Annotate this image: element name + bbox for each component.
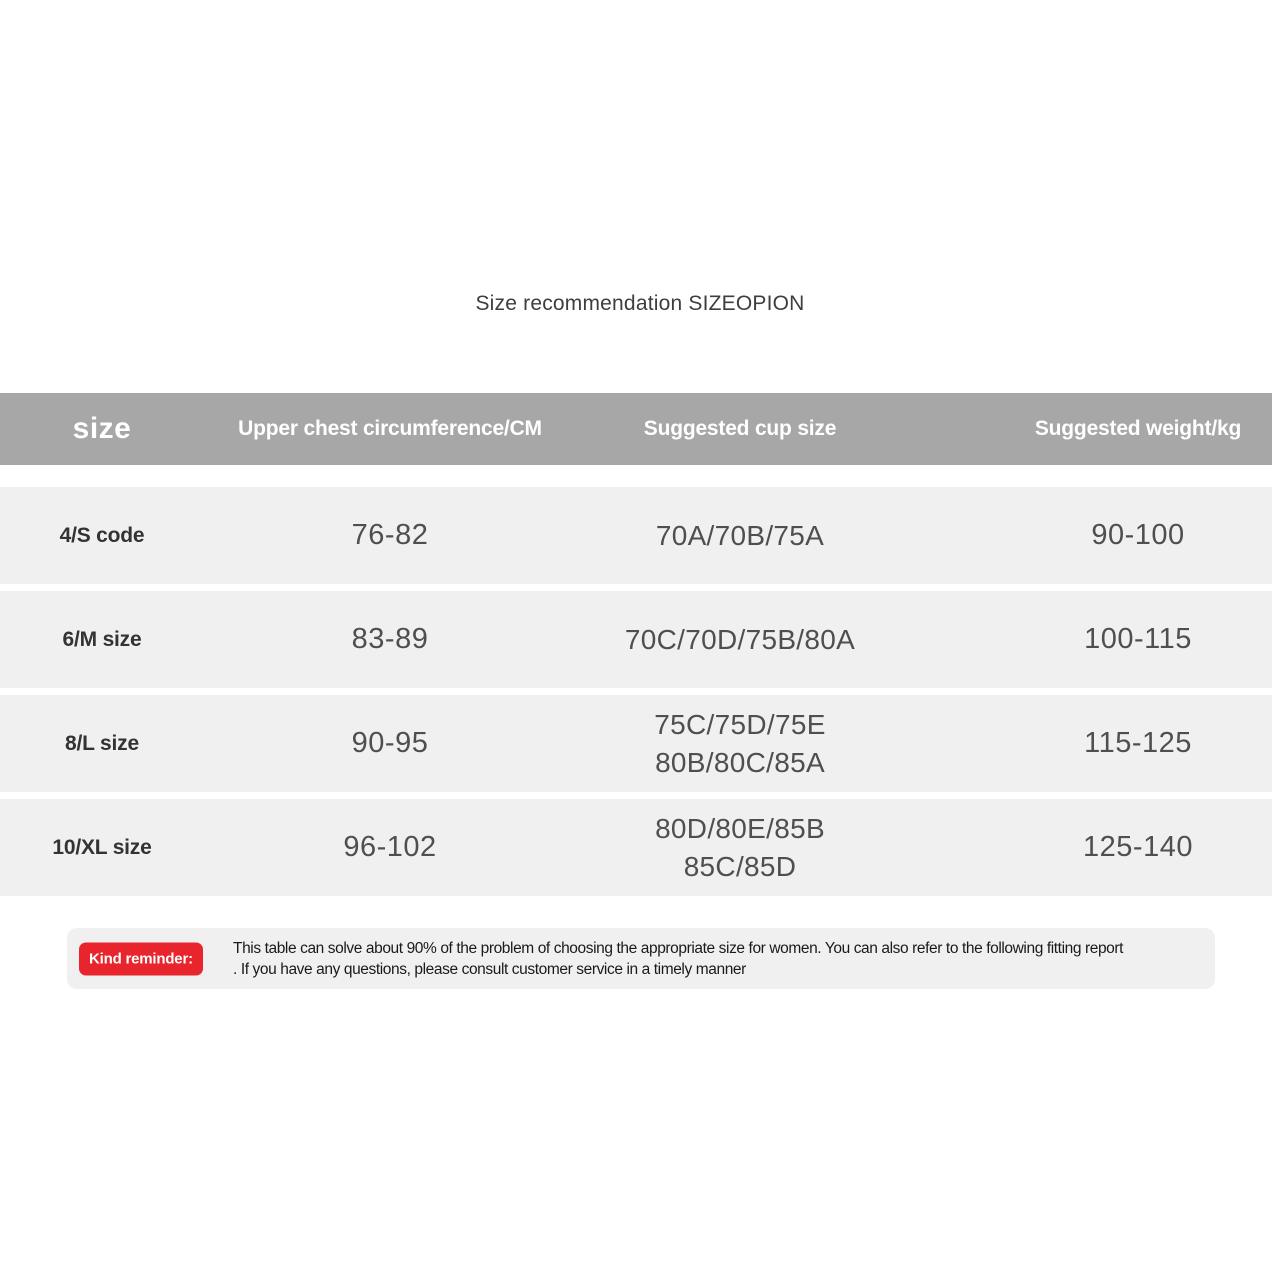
cell-size: 10/XL size bbox=[52, 835, 152, 859]
table-row bbox=[0, 695, 1272, 792]
reminder-line-1: This table can solve about 90% of the problem of choosing the appropriate size for women. You can also refer to the following fitting report bbox=[233, 939, 1124, 957]
page-title: Size recommendation SIZEOPION bbox=[475, 292, 805, 315]
header-chest: Upper chest circumference/CM bbox=[238, 417, 542, 440]
size-table bbox=[0, 393, 1272, 896]
cell-weight: 125-140 bbox=[1083, 831, 1193, 863]
cell-weight: 90-100 bbox=[1091, 519, 1185, 551]
table-row bbox=[0, 487, 1272, 584]
header-weight: Suggested weight/kg bbox=[1034, 417, 1242, 440]
table-row bbox=[0, 591, 1272, 688]
cell-cup: 75C/75D/75E 80B/80C/85A bbox=[654, 708, 826, 778]
kind-reminder-badge: Kind reminder: bbox=[79, 942, 203, 975]
cell-cup: 70C/70D/75B/80A bbox=[624, 623, 856, 655]
cell-cup: 80D/80E/85B 85C/85D bbox=[655, 812, 825, 882]
reminder-line-2: . If you have any questions, please consult customer service in a timely manner bbox=[233, 960, 746, 978]
kind-reminder-bar bbox=[67, 928, 1215, 989]
cell-size: 4/S code bbox=[59, 523, 145, 547]
cell-chest: 90-95 bbox=[351, 727, 429, 759]
cell-chest: 76-82 bbox=[351, 519, 429, 551]
cell-weight: 100-115 bbox=[1084, 623, 1192, 655]
reminder-text bbox=[233, 938, 1123, 980]
cell-chest: 96-102 bbox=[343, 831, 437, 863]
cell-weight: 115-125 bbox=[1084, 727, 1192, 759]
header-cup: Suggested cup size bbox=[643, 417, 837, 440]
header-size: size bbox=[72, 412, 132, 445]
table-header-row bbox=[0, 393, 1272, 465]
table-row bbox=[0, 799, 1272, 896]
cell-chest: 83-89 bbox=[351, 623, 429, 655]
cell-size: 8/L size bbox=[65, 731, 139, 755]
cell-size: 6/M size bbox=[62, 627, 142, 651]
cell-cup: 70A/70B/75A bbox=[655, 519, 825, 551]
